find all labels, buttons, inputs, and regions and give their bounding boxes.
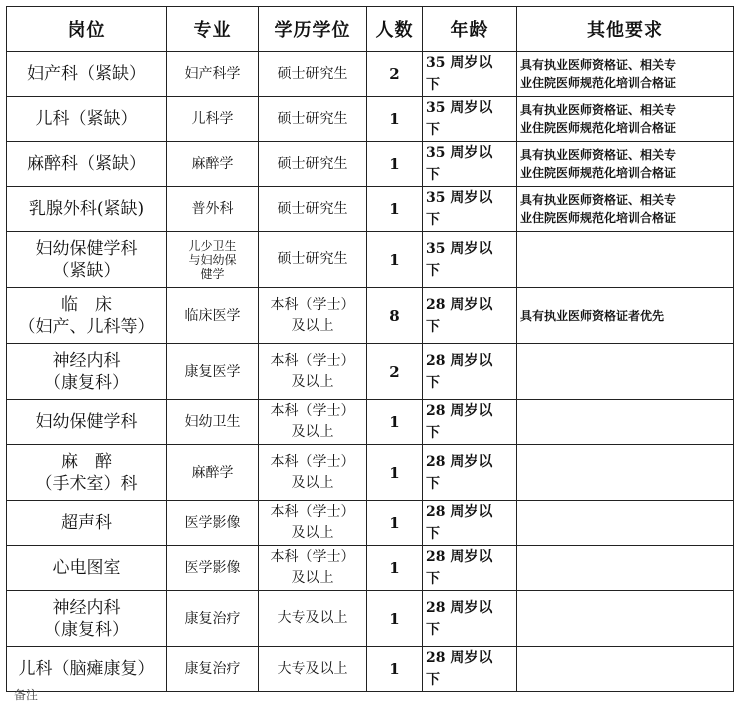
cell-major: 康复医学 <box>167 344 259 400</box>
cell-count: 1 <box>367 647 423 692</box>
header-position: 岗位 <box>7 7 167 52</box>
cell-age: 28 周岁以 下 <box>423 288 517 344</box>
cell-age: 35 周岁以 下 <box>423 187 517 232</box>
footnote: 备注 <box>14 688 39 702</box>
cell-count: 1 <box>367 546 423 591</box>
header-requirements: 其他要求 <box>517 7 734 52</box>
cell-position: 妇产科（紧缺） <box>7 52 167 97</box>
cell-age: 35 周岁以 下 <box>423 52 517 97</box>
cell-education: 大专及以上 <box>259 647 367 692</box>
cell-requirements <box>517 344 734 400</box>
cell-requirements <box>517 232 734 288</box>
cell-count: 2 <box>367 52 423 97</box>
cell-requirements <box>517 546 734 591</box>
cell-major: 医学影像 <box>167 546 259 591</box>
cell-requirements: 具有执业医师资格证、相关专 业住院医师规范化培训合格证 <box>517 52 734 97</box>
cell-age: 28 周岁以 下 <box>423 501 517 546</box>
cell-position: 临 床 （妇产、儿科等） <box>7 288 167 344</box>
cell-education: 硕士研究生 <box>259 52 367 97</box>
cell-education: 硕士研究生 <box>259 142 367 187</box>
cell-count: 8 <box>367 288 423 344</box>
cell-position: 神经内科 （康复科） <box>7 344 167 400</box>
cell-age: 28 周岁以 下 <box>423 647 517 692</box>
table-row <box>7 232 734 288</box>
cell-requirements <box>517 591 734 647</box>
table-row <box>7 344 734 400</box>
cell-age: 35 周岁以 下 <box>423 142 517 187</box>
cell-requirements: 具有执业医师资格证、相关专 业住院医师规范化培训合格证 <box>517 187 734 232</box>
cell-education: 本科（学士） 及以上 <box>259 445 367 501</box>
cell-major: 妇幼卫生 <box>167 400 259 445</box>
cell-age: 35 周岁以 下 <box>423 97 517 142</box>
cell-education: 大专及以上 <box>259 591 367 647</box>
header-age: 年龄 <box>423 7 517 52</box>
cell-position: 儿科（紧缺） <box>7 97 167 142</box>
table-row <box>7 591 734 647</box>
table-row <box>7 187 734 232</box>
table-row <box>7 546 734 591</box>
cell-position: 妇幼保健学科 （紧缺） <box>7 232 167 288</box>
cell-count: 1 <box>367 400 423 445</box>
cell-count: 2 <box>367 344 423 400</box>
cell-age: 28 周岁以 下 <box>423 546 517 591</box>
cell-requirements <box>517 501 734 546</box>
cell-major: 麻醉学 <box>167 142 259 187</box>
table-row <box>7 501 734 546</box>
cell-major: 普外科 <box>167 187 259 232</box>
cell-major: 儿少卫生 与妇幼保 健学 <box>167 232 259 288</box>
cell-position: 麻醉科（紧缺） <box>7 142 167 187</box>
cell-major: 康复治疗 <box>167 647 259 692</box>
table-row <box>7 647 734 692</box>
table-row <box>7 97 734 142</box>
table-row <box>7 52 734 97</box>
cell-education: 本科（学士） 及以上 <box>259 501 367 546</box>
cell-education: 本科（学士） 及以上 <box>259 546 367 591</box>
table-row <box>7 142 734 187</box>
cell-position: 麻 醉 （手术室）科 <box>7 445 167 501</box>
cell-count: 1 <box>367 445 423 501</box>
cell-age: 28 周岁以 下 <box>423 445 517 501</box>
cell-major: 医学影像 <box>167 501 259 546</box>
cell-major: 儿科学 <box>167 97 259 142</box>
cell-count: 1 <box>367 501 423 546</box>
cell-count: 1 <box>367 142 423 187</box>
cell-major: 康复治疗 <box>167 591 259 647</box>
recruitment-table-wrapper <box>6 6 733 692</box>
cell-requirements <box>517 400 734 445</box>
cell-age: 28 周岁以 下 <box>423 591 517 647</box>
cell-requirements: 具有执业医师资格证、相关专 业住院医师规范化培训合格证 <box>517 142 734 187</box>
cell-requirements: 具有执业医师资格证、相关专 业住院医师规范化培训合格证 <box>517 97 734 142</box>
cell-major: 麻醉学 <box>167 445 259 501</box>
cell-position: 神经内科 （康复科） <box>7 591 167 647</box>
cell-major: 临床医学 <box>167 288 259 344</box>
cell-education: 硕士研究生 <box>259 187 367 232</box>
cell-position: 心电图室 <box>7 546 167 591</box>
table-row <box>7 445 734 501</box>
header-major: 专业 <box>167 7 259 52</box>
table-row <box>7 288 734 344</box>
cell-position: 超声科 <box>7 501 167 546</box>
cell-count: 1 <box>367 187 423 232</box>
header-count: 人数 <box>367 7 423 52</box>
header-education: 学历学位 <box>259 7 367 52</box>
cell-age: 35 周岁以 下 <box>423 232 517 288</box>
cell-education: 硕士研究生 <box>259 232 367 288</box>
cell-education: 硕士研究生 <box>259 97 367 142</box>
cell-major: 妇产科学 <box>167 52 259 97</box>
table-header-row <box>7 7 734 52</box>
cell-count: 1 <box>367 97 423 142</box>
cell-requirements <box>517 445 734 501</box>
cell-position: 妇幼保健学科 <box>7 400 167 445</box>
cell-education: 本科（学士） 及以上 <box>259 400 367 445</box>
cell-count: 1 <box>367 232 423 288</box>
table-row <box>7 400 734 445</box>
cell-count: 1 <box>367 591 423 647</box>
cell-requirements: 具有执业医师资格证者优先 <box>517 288 734 344</box>
cell-requirements <box>517 647 734 692</box>
cell-position: 乳腺外科(紧缺) <box>7 187 167 232</box>
recruitment-table <box>6 6 734 692</box>
cell-education: 本科（学士） 及以上 <box>259 344 367 400</box>
cell-position: 儿科（脑瘫康复） <box>7 647 167 692</box>
cell-age: 28 周岁以 下 <box>423 344 517 400</box>
cell-education: 本科（学士） 及以上 <box>259 288 367 344</box>
cell-age: 28 周岁以 下 <box>423 400 517 445</box>
